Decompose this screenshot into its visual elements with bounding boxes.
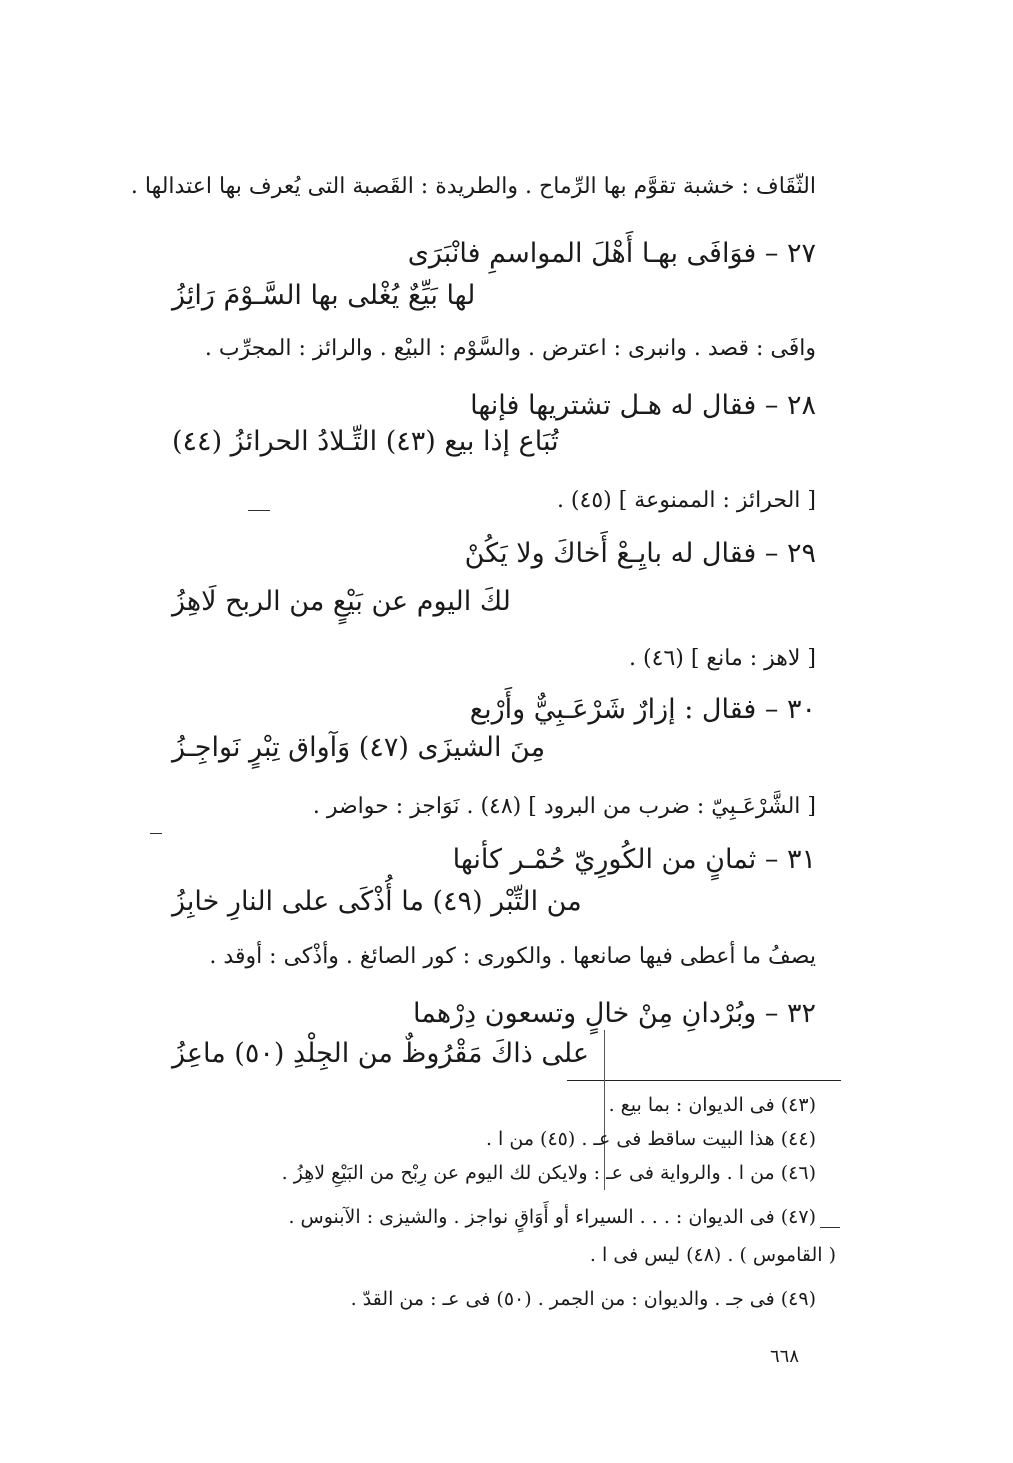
verse-30-second-hemistich: مِنَ الشيزَى (٤٧) وَآواق تِبْرٍ نَواجِـزُ: [172, 732, 546, 763]
gloss-line: [ لاهز : مانع ] (٤٦) .: [629, 646, 816, 671]
footnote-divider: [567, 1080, 841, 1081]
scan-mark: [150, 833, 162, 834]
gloss-line: الثّقَاف : خشبة تقوَّم بها الرِّماح . والطريدة : القَصبة التى يُعرف بها اعتدالها .: [130, 174, 816, 199]
footnote-44-45: (٤٤) هذا البيت ساقط فى عـ . (٤٥) من ا .: [485, 1128, 816, 1150]
gloss-line: [ الشَّرْعَـبِيّ : ضرب من البرود ] (٤٨) . نَوَاجز : حواضر .: [312, 794, 816, 819]
verse-32-second-hemistich: على ذاكَ مَقْرُوظٌ من الجِلْدِ (٥٠) ماعِزُ: [172, 1038, 589, 1069]
verse-28-second-hemistich: تُبَاع إذا بيع (٤٣) التِّـلادُ الحرائزُ (٤٤): [172, 426, 559, 457]
verse-31-second-hemistich: من التِّبْر (٤٩) ما أُذْكَى على النارِ خابِزُ: [172, 886, 582, 917]
page-number: ٦٦٨: [770, 1346, 800, 1367]
verse-29-first-hemistich: ٢٩ – فقال له بايِـعْ أَخاكَ ولا يَكُنْ: [464, 538, 816, 569]
verse-27-first-hemistich: ٢٧ – فوَافَى بهـا أَهْلَ المواسمِ فانْبَرَى: [407, 238, 816, 269]
footnote-43: (٤٣) فى الديوان : بما بيع .: [608, 1094, 816, 1116]
footnote-49-50: (٤٩) فى جـ . والديوان : من الجمر . (٥٠) فى عـ : من القدّ .: [350, 1288, 816, 1310]
verse-31-first-hemistich: ٣١ – ثمانٍ من الكُورِيّ حُمْـر كأنها: [452, 844, 816, 875]
verse-32-first-hemistich: ٣٢ – وبُرْدانِ مِنْ خالٍ وتسعون دِرْهما: [413, 998, 816, 1029]
footnote-47: (٤٧) فى الديوان : . . . السيراء أو أَوَاقٍ نواجز . والشيزى : الآبنوس .: [288, 1206, 816, 1228]
verse-27-second-hemistich: لها بَيِّعٌ يُغْلى بها السَّـوْمَ رَائِزُ: [172, 280, 476, 311]
verse-28-first-hemistich: ٢٨ – فقال له هـل تشتريها فإنها: [470, 390, 816, 421]
verse-30-first-hemistich: ٣٠ – فقال : إزارٌ شَرْعَـبِيٌّ وأَرْبع: [469, 694, 816, 725]
gloss-line: [ الحرائز : الممنوعة ] (٤٥) .: [556, 488, 816, 513]
gloss-line: وافَى : قصد . وانبرى : اعترض . والسَّوْم : البيْع . والرائز : المجرِّب .: [204, 336, 816, 361]
footnote-47-continued: ( القاموس ) . (٤٨) ليس فى ا .: [589, 1244, 836, 1266]
gloss-line: يصفُ ما أعطى فيها صانعها . والكورى : كور الصائغ . وأذْكى : أوقد .: [209, 944, 816, 969]
verse-29-second-hemistich: لكَ اليوم عن بَيْعٍ من الربح لَاهِزُ: [172, 586, 511, 617]
footnote-46: (٤٦) من ا . والرواية فى عـ : ولايكن لك اليوم عن رِبْح من البَيْعِ لاهِزُ .: [281, 1162, 816, 1184]
scan-mark: [820, 1227, 840, 1228]
scan-mark: [248, 510, 270, 511]
